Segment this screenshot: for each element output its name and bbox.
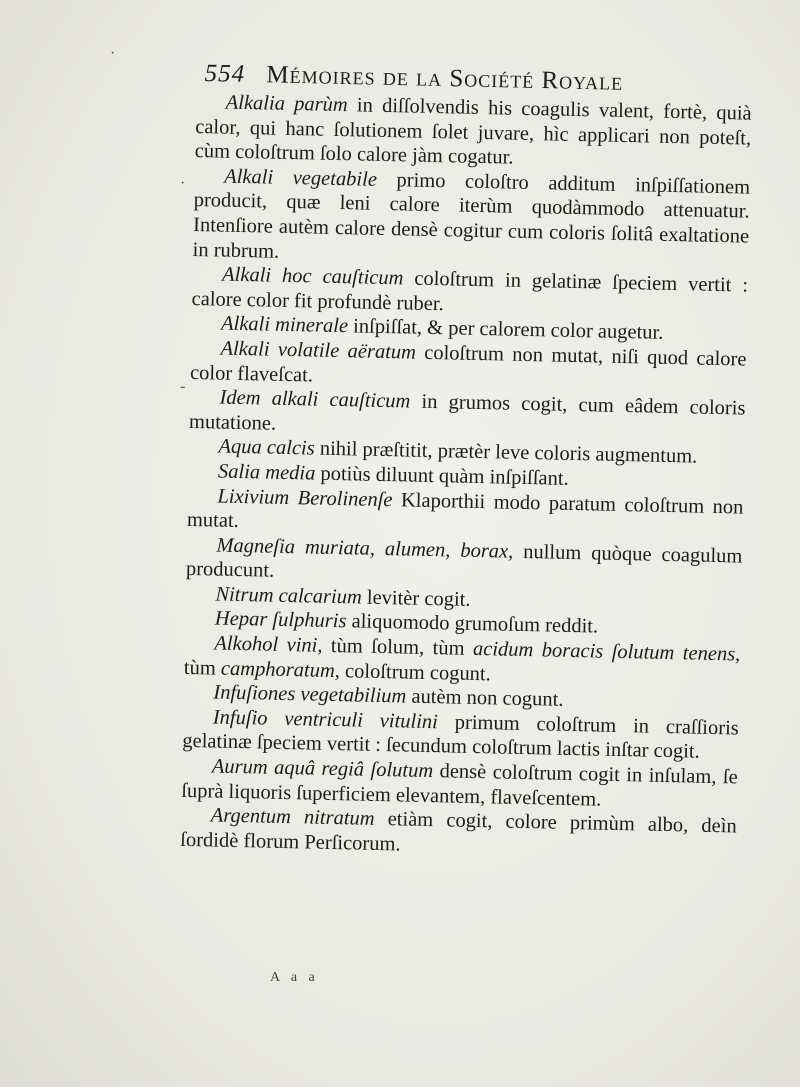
running-title: Mémoires de la Société Royale: [266, 61, 624, 96]
paragraph: Salia media potiùs diluunt quàm inſpiſſant.: [217, 460, 569, 490]
paragraph: Alkali hoc cauſticum coloſtrum in gelatinæ ſpeciem vertit : calore color fit profundè ruber.: [191, 263, 749, 315]
margin-dot: ·: [110, 45, 116, 62]
signature-mark: A a a: [270, 970, 319, 985]
paragraph: Idem alkali cauſticum in grumos cogit, cum eâdem coloris mutatione.: [188, 386, 746, 435]
paragraph: Infuſio ventriculi vitulini primum coloſtrum in craſſioris gelatinæ ſpeciem vertit : ſecundum coloſtrum lactis inſtar cogit.: [182, 706, 739, 764]
paragraph: Alkalia parùm in diſſolvendis his coagulis valent, fortè, quià calor, qui hanc ſolutionem ſolet juvare, hìc applicari non poteſt, cùm coloſtrum ſolo calore jàm cogatur.: [194, 91, 752, 169]
paragraph: Hepar ſulphuris aliquomodo grumoſum reddit.: [214, 607, 599, 639]
paragraph: Alkali vegetabile primo coloſtro additum inſpiſſationem producit, quæ leni calore iterùm quodàmmodo attenuatur. Intenſiore autèm calore densè cogitur cum coloris ſolitâ exaltatione in rubrum.: [192, 165, 751, 263]
margin-dash: -: [180, 378, 186, 395]
page-number: 554: [204, 60, 246, 88]
paragraph: Lixivium Berolinenſe Klaporthii modo paratum coloſtrum non mutat.: [186, 485, 744, 533]
page-body: [180, 90, 752, 864]
paragraph: Alkali minerale inſpiſſat, & per calorem color augetur.: [220, 312, 664, 345]
paragraph: Magneſia muriata, alumen, borax, nullum quòque coagulum producunt.: [185, 534, 743, 583]
margin-dot: ·: [180, 175, 186, 192]
paragraph: Aurum aquâ regiâ ſolutum densè coloſtrum cogit in inſulam, ſe ſuprà liquoris ſuperficiem elevantem, flaveſcentem.: [181, 755, 738, 811]
paragraph: Alkohol vini, tùm ſolum, tùm acidum boracis ſolutum tenens, tùm camphoratum, coloſtrum cogunt.: [183, 632, 741, 685]
paragraph: Nitrum calcarium levitèr cogit.: [215, 583, 471, 611]
paragraph: Infuſiones vegetabilium autèm non cogunt.: [213, 681, 564, 712]
paragraph: Alkali volatile aëratum coloſtrum non mutat, niſi quod calore color flaveſcat.: [189, 337, 747, 387]
paragraph: Aqua calcis nihil præſtitit, prætèr leve coloris augmentum.: [218, 435, 698, 468]
paragraph: Argentum nitratum etiàm cogit, colore primùm albo, deìn ſordidè florum Perſicorum.: [180, 804, 737, 856]
